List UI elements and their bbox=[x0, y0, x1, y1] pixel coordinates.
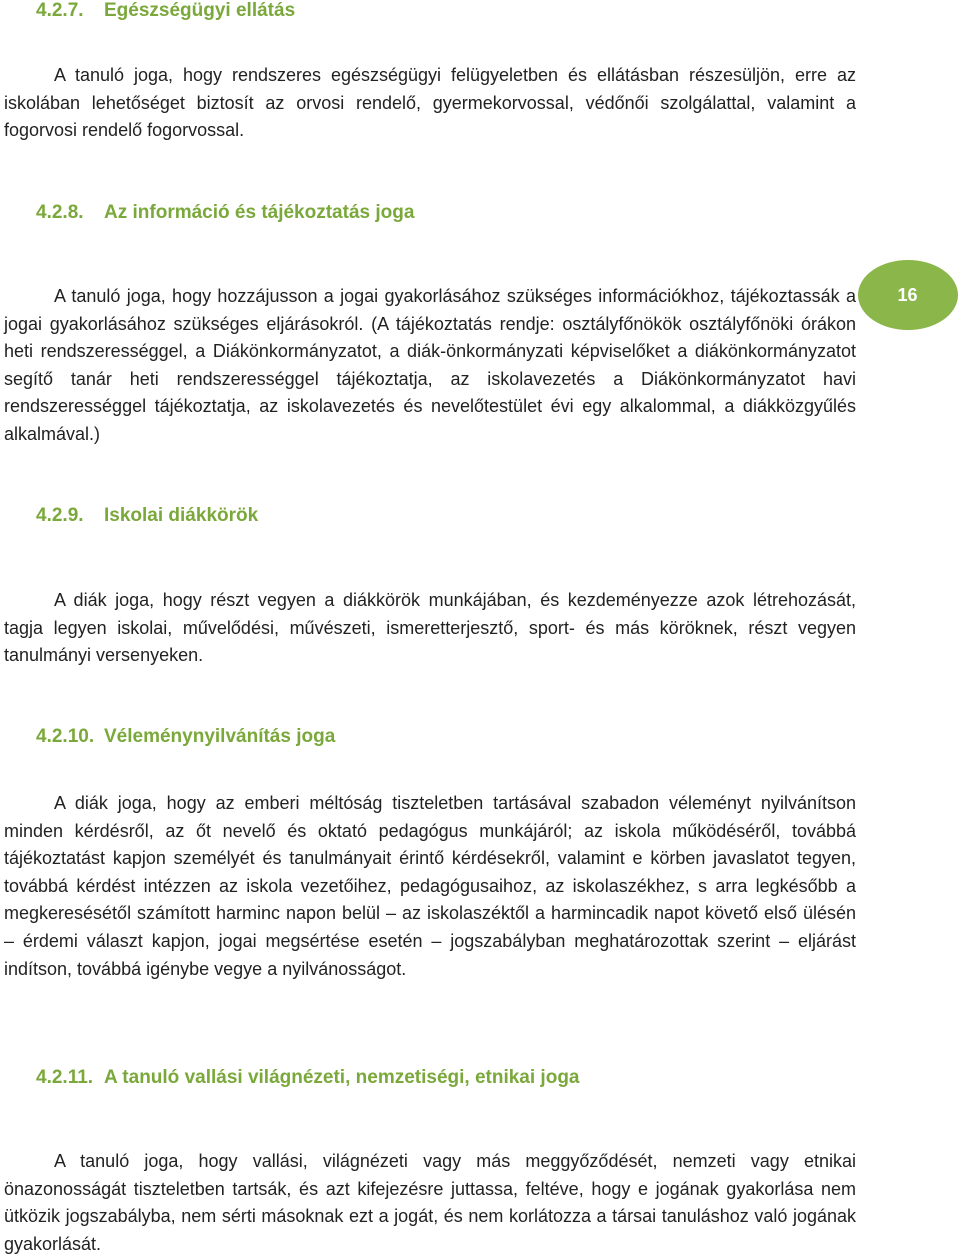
section-number: 4.2.7. bbox=[36, 0, 84, 21]
section-title: Iskolai diákkörök bbox=[104, 505, 259, 526]
section-title: A tanuló vallási világnézeti, nemzetiségi, etnikai joga bbox=[104, 1067, 580, 1088]
section-body-4-2-9: A diák joga, hogy részt vegyen a diákkörök munkájában, és kezdeményezze azok létrehozását, tagja legyen iskolai, művelődési, művészeti, ismeretterjesztő, sport- és más köröknek, részt vegyen tanulmányi versenyeken. bbox=[4, 590, 856, 666]
section-title: Véleménynyilvánítás joga bbox=[104, 726, 336, 747]
section-heading-4-2-11 bbox=[36, 1067, 580, 1089]
page-number-badge: 16 bbox=[858, 260, 958, 330]
section-heading-4-2-9 bbox=[36, 505, 258, 527]
section-body-4-2-7: A tanuló joga, hogy rendszeres egészségügyi felügyeletben és ellátásban részesüljön, erre az iskolában lehetőséget biztosít az orvosi rendelő, gyermekorvossal, védőnői szolgálattal, valamint a fogorvosi rendelő fogorvossal. bbox=[4, 65, 856, 141]
section-title: Az információ és tájékoztatás joga bbox=[104, 202, 415, 223]
section-heading-4-2-10 bbox=[36, 726, 335, 748]
section-body-4-2-10: A diák joga, hogy az emberi méltóság tiszteletben tartásával szabadon véleményt nyilvánítson minden kérdésről, az őt nevelő és oktató pedagógus munkájáról; az iskola működéséről, továbbá tájékoztatást kapjon személyét és tanulmányait érintő kérdésekről, valamint e körben javaslatot tegyen, továbbá kérdést intézzen az iskola vezetőihez, pedagógusaihoz, az iskolaszékhez, s arra legkésőbb a megkeresésétől számított harminc napon belül – az iskolaszéktől a harmincadik napot követő első ülésén – érdemi választ kapjon, jogai megsértése esetén – jogszabályban meghatározottak szerint – eljárást indítson, továbbá igénybe vegye a nyilvánosságot. bbox=[4, 793, 856, 979]
section-heading-4-2-7 bbox=[36, 0, 295, 22]
section-number: 4.2.9. bbox=[36, 505, 84, 526]
section-number: 4.2.11. bbox=[36, 1067, 94, 1088]
section-body-4-2-11: A tanuló joga, hogy vallási, világnézeti vagy más meggyőződését, nemzeti vagy etnikai önazonosságát tiszteletben tartsák, és azt kifejezésre juttassa, feltéve, hogy e jogának gyakorlása nem ütközik jogszabályba, nem sérti másoknak ezt a jogát, és nem korlátozza a társai tanuláshoz való jogának gyakorlását. bbox=[4, 1151, 856, 1254]
section-title: Egészségügyi ellátás bbox=[104, 0, 296, 21]
section-body-4-2-8: A tanuló joga, hogy hozzájusson a jogai gyakorlásához szükséges információkhoz, tájékoztassák a jogai gyakorlásához szükséges eljárásokról. (A tájékoztatás rendje: osztályfőnökök osztályfőnöki órákon heti rendszerességgel, a Diákönkormányzatot, a diák-önkormányzati képviselőket a diákönkormányzatot segítő tanár heti rendszerességgel tájékoztatja, az iskolavezetés a Diákönkormányzatot havi rendszerességgel tájékoztatja, az iskolavezetés és nevelőtestület évi egy alkalommal, a diákközgyűlés alkalmával.) bbox=[4, 286, 856, 444]
section-number: 4.2.10. bbox=[36, 726, 95, 747]
section-heading-4-2-8 bbox=[36, 202, 414, 224]
section-number: 4.2.8. bbox=[36, 202, 84, 223]
